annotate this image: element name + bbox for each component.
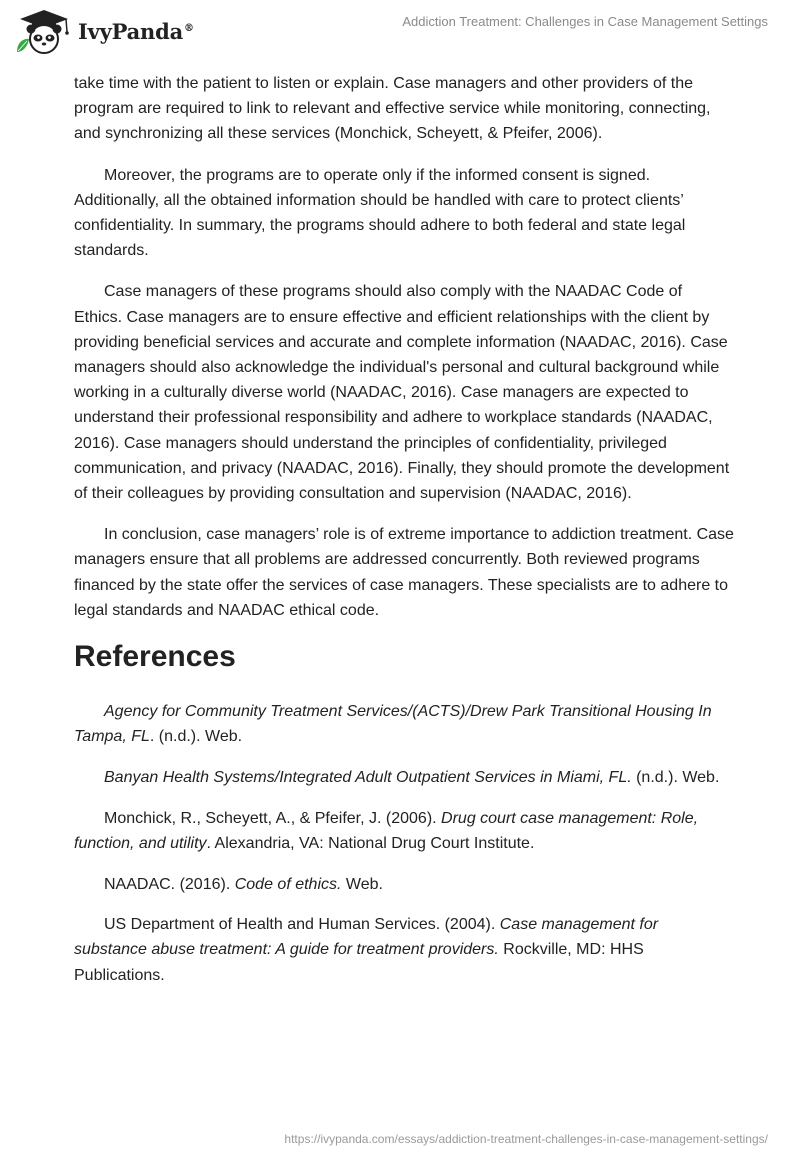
reference-pre: US Department of Health and Human Services. (2004). xyxy=(104,916,500,934)
reference-post: . Alexandria, VA: National Drug Court Institute. xyxy=(206,834,535,852)
reference-pre: NAADAC. (2016). xyxy=(104,875,235,893)
reference-title: Agency for Community Treatment Services/(ACTS)/Drew Park Transitional Housing In Tampa, FL xyxy=(74,703,712,746)
reference-item xyxy=(74,872,734,897)
reference-title: Code of ethics. xyxy=(234,875,342,893)
registered-mark: ® xyxy=(184,23,194,34)
reference-title: Case management for substance abuse treatment: A guide for treatment providers. xyxy=(74,916,659,959)
document-title: Addiction Treatment: Challenges in Case Management Settings xyxy=(402,14,768,29)
body-paragraph: Moreover, the programs are to operate only if the informed consent is signed. Additionally, all the obtained information should be handled with care to protect clients’ confidentiality. In summary, the programs should adhere to both federal and state legal standards. xyxy=(74,166,686,260)
body-paragraph: Case managers of these programs should also comply with the NAADAC Code of Ethics. Case managers are to ensure effective and efficient relationships with the client by providing beneficial services and accurate and complete information (NAADAC, 2016). Case managers should also acknowledge the individual's personal and cultural background while working in a culturally diverse world (NAADAC, 2016). Case managers are expected to understand their professional responsibility and adhere to workplace standards (NAADAC, 2016). Case managers should understand the principles of confidentiality, privileged communication, and privacy (NAADAC, 2016). Finally, they should promote the development of their colleagues by providing consultation and supervision (NAADAC, 2016). xyxy=(74,283,730,503)
reference-title: Drug court case management: Role, function, and utility xyxy=(74,809,699,852)
source-url[interactable]: https://ivypanda.com/essays/addiction-treatment-challenges-in-case-management-settings/ xyxy=(284,1132,768,1146)
reference-item xyxy=(74,912,734,988)
reference-post: Rockville, MD: HHS Publications. xyxy=(74,941,644,984)
page-header xyxy=(0,0,800,70)
brand-label: IvyPanda xyxy=(78,19,184,44)
reference-pre: Monchick, R., Scheyett, A., & Pfeifer, J. (2006). xyxy=(104,809,442,827)
reference-post: (n.d.). Web. xyxy=(631,768,720,786)
reference-title: Banyan Health Systems/Integrated Adult Outpatient Services in Miami, FL. xyxy=(104,768,632,786)
reference-item xyxy=(74,699,734,749)
reference-item xyxy=(74,806,734,856)
body-paragraph: In conclusion, case managers’ role is of extreme importance to addiction treatment. Case managers ensure that all problems are addressed concurrently. Both reviewed programs financed by the state offer the services of case managers. These specialists are to adhere to legal standards and NAADAC ethical code. xyxy=(74,526,734,619)
brand-name[interactable] xyxy=(78,19,194,44)
references-heading: References xyxy=(74,640,236,674)
reference-post: . (n.d.). Web. xyxy=(149,728,243,746)
reference-post: Web. xyxy=(341,875,383,893)
body-paragraph: take time with the patient to listen or explain. Case managers and other providers of the program are required to link to relevant and effective service while monitoring, connecting, and synchronizing all these services (Monchick, Scheyett, & Pfeifer, 2006). xyxy=(74,75,711,143)
reference-item xyxy=(74,765,734,790)
ivypanda-logo-icon[interactable] xyxy=(14,8,74,56)
essay-content xyxy=(74,71,734,1003)
